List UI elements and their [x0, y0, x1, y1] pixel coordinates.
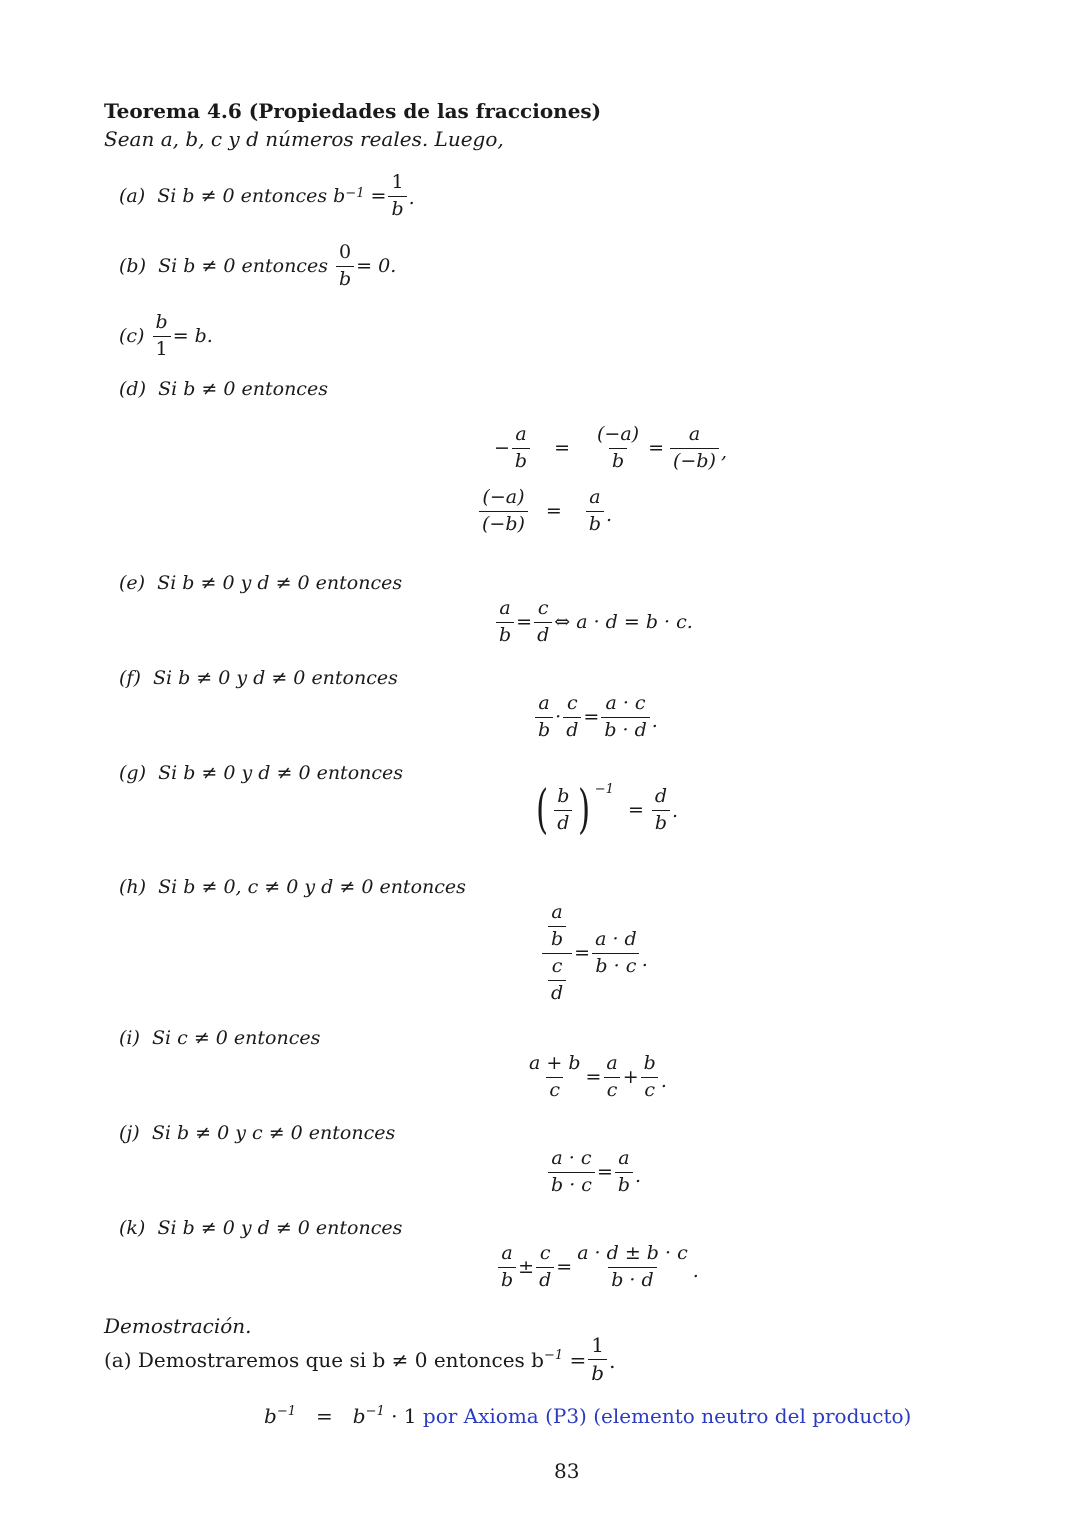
numerator: c: [539, 1242, 551, 1264]
denominator: d: [534, 622, 552, 647]
item-k: [119, 1217, 402, 1239]
equals-sign: =: [554, 437, 571, 460]
numerator: 0: [339, 241, 352, 263]
numerator: 1: [591, 1333, 605, 1357]
formula-g: [532, 780, 679, 840]
item-condition: Si b ≠ 0 y c ≠ 0 entonces: [151, 1122, 396, 1144]
period: .: [660, 1069, 667, 1092]
numerator: a: [589, 486, 601, 508]
denominator: 1: [153, 336, 171, 361]
formula-h: [540, 902, 648, 1004]
denominator: c: [546, 1077, 563, 1102]
proof-part-a: [104, 1334, 615, 1385]
numerator: a · d ± b · c: [577, 1242, 688, 1264]
period: .: [635, 1164, 642, 1187]
equals-sign: =: [585, 1066, 602, 1089]
numerator: b: [643, 1052, 656, 1074]
denominator: b: [586, 511, 604, 536]
denominator: b: [512, 448, 530, 473]
proof-heading: Demostración.: [104, 1314, 252, 1338]
item-j: [119, 1122, 395, 1144]
denominator: b: [588, 1359, 607, 1385]
item-label: (k): [119, 1217, 146, 1239]
denominator: b: [336, 266, 354, 291]
proof-step: [264, 1404, 911, 1428]
item-label: (g): [119, 762, 146, 784]
comma: ,: [720, 440, 727, 463]
item-condition: Si b ≠ 0 entonces: [158, 378, 328, 400]
formula-j: [546, 1148, 641, 1197]
formula-d-line1: [494, 424, 727, 473]
numerator: a: [551, 901, 563, 923]
formula-d-line2: [477, 487, 612, 536]
denominator: b: [615, 1172, 633, 1197]
item-c: [119, 312, 213, 361]
denominator: c: [604, 1077, 621, 1102]
denominator: d: [548, 980, 566, 1005]
numerator: b: [557, 784, 570, 807]
numerator: a: [688, 423, 701, 445]
numerator: a · d: [595, 927, 637, 950]
item-h: [119, 876, 466, 898]
numerator: (−a): [597, 423, 640, 445]
item-label: (a): [119, 185, 146, 208]
denominator: b · d: [601, 717, 649, 742]
denominator: (−b): [670, 448, 719, 473]
plus-minus-sign: ±: [518, 1256, 535, 1279]
numerator: d: [654, 784, 668, 807]
page-number: 83: [554, 1459, 580, 1483]
equals-sign: =: [574, 942, 591, 965]
denominator: b · c: [548, 1172, 595, 1197]
denominator: b · c: [592, 953, 639, 978]
formula-e: [494, 598, 693, 647]
equals-sign: =: [596, 1161, 613, 1184]
numerator: c: [551, 954, 563, 977]
exponent: −1: [365, 1404, 385, 1419]
numerator: a · c: [605, 692, 646, 714]
numerator: a · c: [551, 1147, 592, 1169]
item-a: [119, 172, 415, 221]
formula-rest: ⇔ a · d = b · c.: [554, 611, 693, 634]
item-d: [119, 378, 328, 400]
period: .: [692, 1259, 699, 1282]
denominator: b: [498, 1267, 516, 1292]
denominator: c: [641, 1077, 658, 1102]
period: .: [606, 503, 613, 526]
equals-sign: =: [583, 706, 600, 729]
numerator: 1: [391, 171, 404, 193]
item-label: (f): [119, 667, 141, 689]
item-b: [119, 242, 396, 291]
step-rhs-rest: · 1: [391, 1404, 417, 1428]
formula-rest: = b.: [172, 325, 213, 348]
equals-sign: =: [569, 1347, 587, 1372]
denominator: b: [548, 926, 566, 951]
period: .: [641, 949, 648, 972]
period: .: [672, 800, 679, 822]
period: .: [651, 709, 658, 732]
numerator: c: [537, 597, 549, 619]
item-condition: Si b ≠ 0 entonces b: [157, 185, 346, 208]
period: .: [408, 186, 415, 209]
formula-f: [533, 693, 658, 742]
item-e: [119, 572, 402, 594]
formula-rest: = 0.: [356, 255, 397, 278]
item-condition: Si b ≠ 0, c ≠ 0 y d ≠ 0 entonces: [158, 876, 466, 898]
numerator: (−a): [482, 486, 525, 508]
exponent: −1: [345, 186, 365, 201]
item-condition: Si b ≠ 0 y d ≠ 0 entonces: [158, 762, 404, 784]
denominator: (−b): [479, 511, 528, 536]
item-f: [119, 667, 398, 689]
step-rhs: b: [352, 1404, 366, 1428]
numerator: a: [515, 423, 527, 445]
item-label: (e): [119, 572, 146, 594]
equals-sign: =: [545, 500, 562, 523]
denominator: d: [563, 717, 581, 742]
item-condition: Si b ≠ 0 y d ≠ 0 entonces: [152, 667, 398, 689]
numerator: a: [538, 692, 550, 714]
item-label: (b): [119, 255, 146, 278]
item-label: (i): [119, 1027, 140, 1049]
formula-k: [496, 1243, 699, 1292]
numerator: a + b: [529, 1052, 581, 1074]
proof-part-a-text: (a) Demostraremos que si b ≠ 0 entonces b: [104, 1347, 544, 1372]
denominator: b: [609, 448, 627, 473]
equals-sign: =: [516, 611, 533, 634]
numerator: a: [618, 1147, 630, 1169]
item-g: [119, 762, 403, 784]
item-label: (d): [119, 378, 146, 400]
plus-sign: +: [622, 1066, 639, 1089]
theorem-title: Teorema 4.6 (Propiedades de las fracciones): [104, 99, 602, 123]
denominator: d: [536, 1267, 554, 1292]
period: .: [609, 1349, 616, 1373]
left-parenthesis: (: [536, 780, 549, 840]
minus-sign: −: [494, 437, 510, 460]
exponent: −1: [276, 1404, 296, 1419]
equals-sign: =: [627, 799, 644, 821]
numerator: a: [606, 1052, 618, 1074]
numerator: a: [499, 597, 511, 619]
item-label: (c): [119, 325, 145, 348]
dot-operator: ·: [555, 706, 562, 729]
step-reason: por Axioma (P3) (elemento neutro del producto): [422, 1404, 912, 1428]
denominator: b: [535, 717, 553, 742]
right-parenthesis: ): [578, 780, 591, 840]
item-i: [119, 1027, 320, 1049]
equals-sign: =: [648, 437, 665, 460]
denominator: b: [652, 810, 670, 835]
formula-i: [524, 1053, 667, 1102]
denominator: b: [388, 196, 406, 221]
equals-sign: =: [556, 1256, 573, 1279]
numerator: a: [501, 1242, 513, 1264]
denominator: d: [554, 810, 572, 835]
item-label: (h): [119, 876, 147, 898]
item-condition: Si c ≠ 0 entonces: [152, 1027, 321, 1049]
numerator: b: [155, 311, 168, 333]
equals-sign: =: [315, 1404, 333, 1428]
step-lhs: b: [264, 1404, 277, 1428]
equals-sign: =: [370, 185, 387, 208]
item-condition: Si b ≠ 0 entonces: [158, 255, 328, 278]
exponent: −1: [543, 1348, 564, 1363]
compound-fraction: [542, 902, 572, 1004]
item-condition: Si b ≠ 0 y d ≠ 0 entonces: [157, 1217, 403, 1239]
exponent: −1: [594, 782, 614, 797]
numerator: c: [566, 692, 578, 714]
item-condition: Si b ≠ 0 y d ≠ 0 entonces: [157, 572, 403, 594]
denominator: b: [496, 622, 514, 647]
item-label: (j): [119, 1122, 140, 1144]
theorem-intro: Sean a, b, c y d números reales. Luego,: [104, 127, 504, 151]
denominator: b · d: [608, 1267, 656, 1292]
